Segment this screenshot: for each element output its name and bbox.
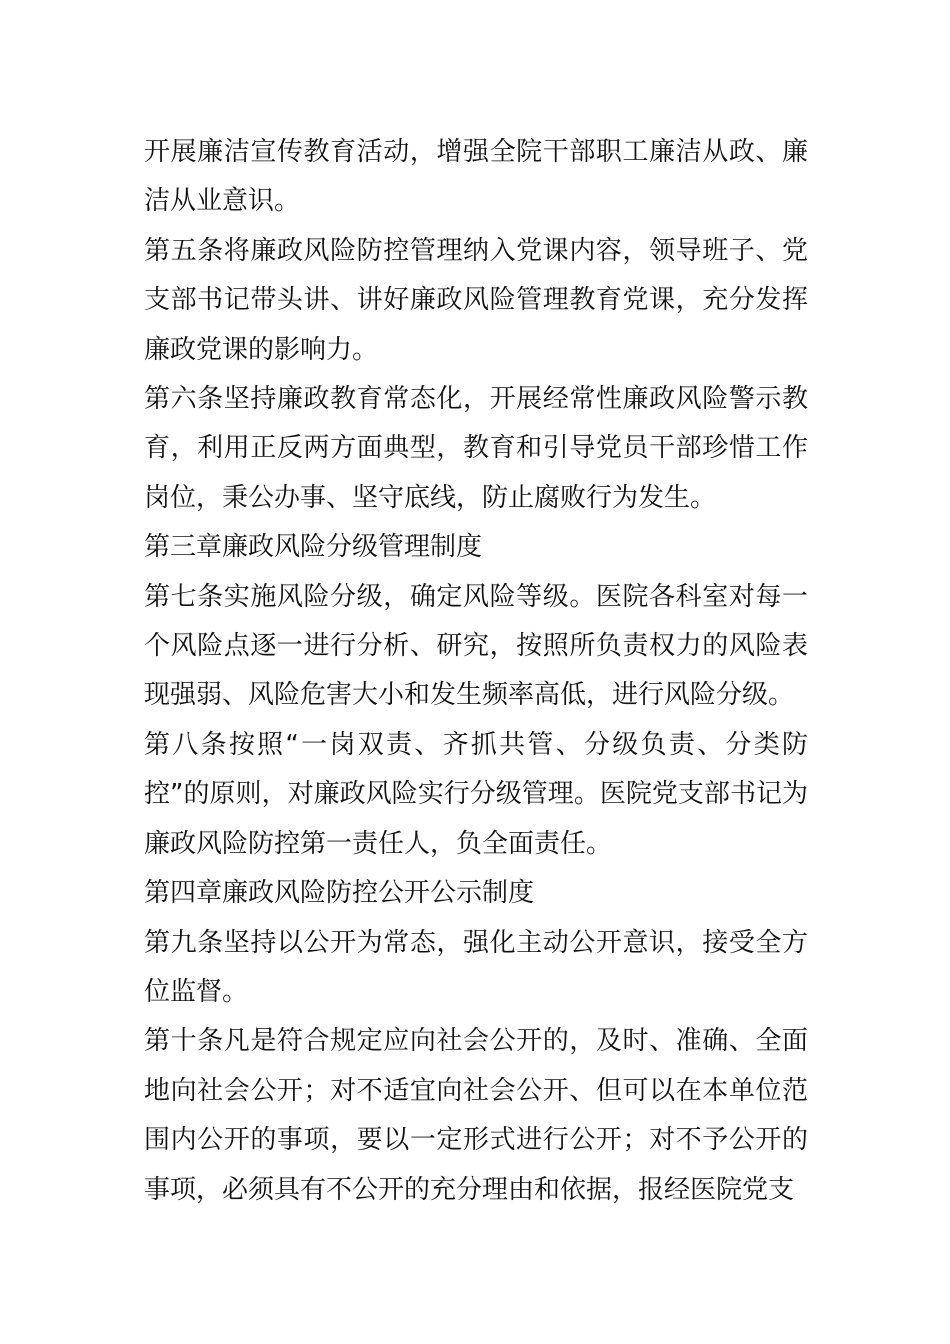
document-body	[144, 128, 808, 1215]
paragraph-article-10: 第十条凡是符合规定应向社会公开的，及时、准确、全面地向社会公开；对不适宜向社会公开、但可以在本单位范围内公开的事项，要以一定形式进行公开；对不予公开的事项，必须具有不公开的充分理由和依据，报经医院党支	[144, 1026, 808, 1205]
chapter-4-heading: 第四章廉政风险防控公开公示制度	[144, 878, 535, 909]
paragraph-intro-continued: 开展廉洁宣传教育活动，增强全院干部职工廉洁从政、廉洁从业意识。	[144, 137, 808, 217]
paragraph-article-9: 第九条坚持以公开为常态，强化主动公开意识，接受全方位监督。	[144, 927, 808, 1007]
paragraph-article-8: 第八条按照“一岗双责、齐抓共管、分级负责、分类防控”的原则，对廉政风险实行分级管理。医院党支部书记为廉政风险防控第一责任人，负全面责任。	[144, 729, 808, 859]
chapter-3-heading: 第三章廉政风险分级管理制度	[144, 532, 483, 563]
paragraph-article-6: 第六条坚持廉政教育常态化，开展经常性廉政风险警示教育，利用正反两方面典型，教育和引导党员干部珍惜工作岗位，秉公办事、坚守底线，防止腐败行为发生。	[144, 384, 808, 513]
paragraph-article-7: 第七条实施风险分级，确定风险等级。医院各科室对每一个风险点逐一进行分析、研究，按照所负责权力的风险表现强弱、风险危害大小和发生频率高低，进行风险分级。	[144, 581, 808, 711]
paragraph-article-5: 第五条将廉政风险防控管理纳入党课内容，领导班子、党支部书记带头讲、讲好廉政风险管理教育党课，充分发挥廉政党课的影响力。	[144, 235, 808, 365]
